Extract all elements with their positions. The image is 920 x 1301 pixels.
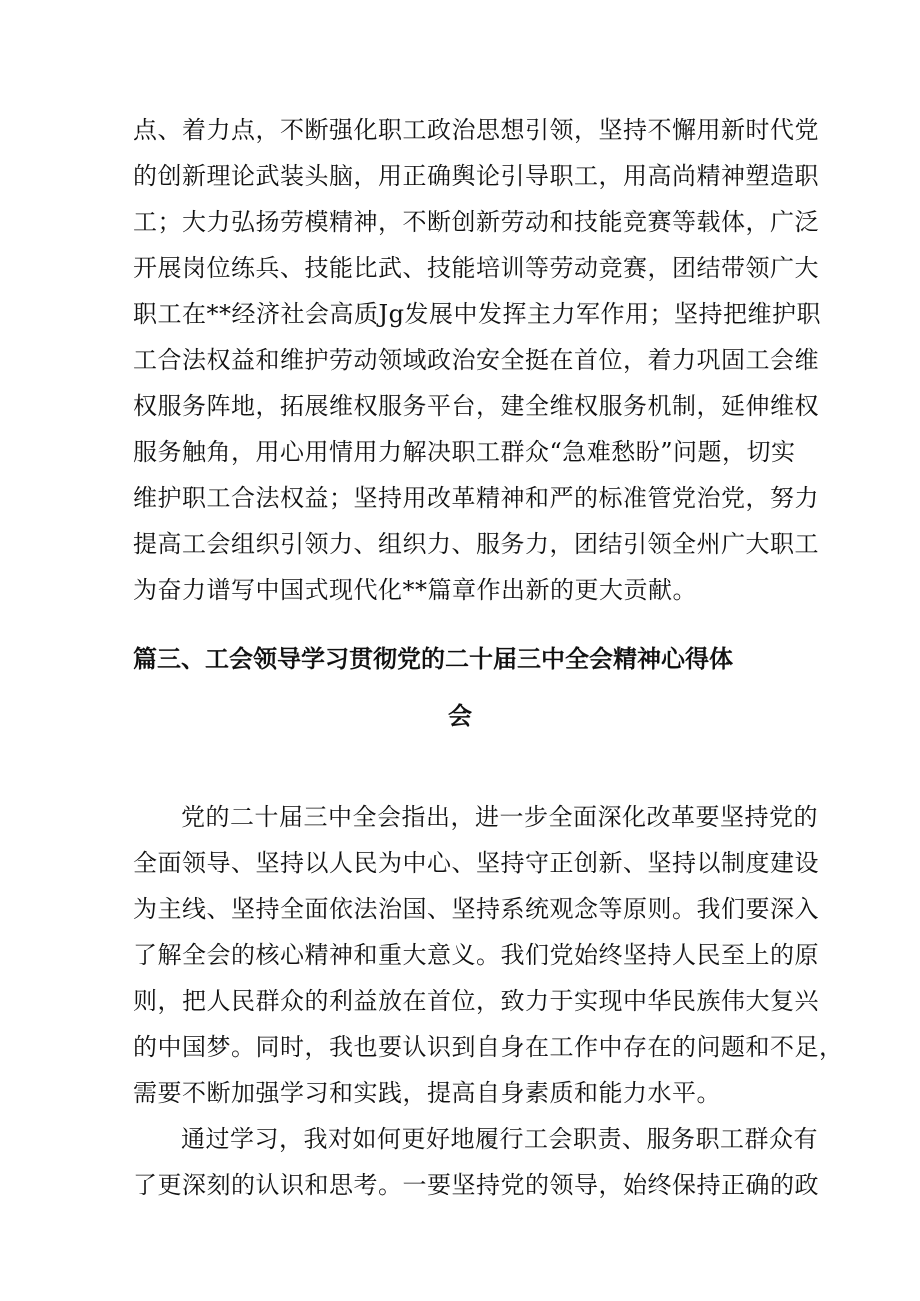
text-line: 需要不断加强学习和实践，提高自身素质和能力水平。: [133, 1079, 721, 1107]
text-line: 了更深刻的认识和思考。一要坚持党的领导，始终保持正确的政: [133, 1171, 819, 1199]
text-line: 服务触角，用心用情用力解决职工群众“急难愁盼”问题，切实: [133, 438, 796, 466]
text-line: 开展岗位练兵、技能比武、技能培训等劳动竞赛，团结带领广大: [133, 254, 819, 282]
text-line: 工合法权益和维护劳动领域政治安全挺在首位，着力巩固工会维: [133, 346, 819, 374]
text-line: 通过学习，我对如何更好地履行工会职责、服务职工群众有: [181, 1125, 818, 1153]
text-line: 工；大力弘扬劳模精神，不断创新劳动和技能竞赛等载体，广泛: [133, 208, 819, 236]
text-line: 的中国梦。同时，我也要认识到自身在工作中存在的问题和不足，: [133, 1033, 844, 1061]
section-heading-continuation: 会: [448, 702, 472, 730]
text-line: 为奋力谱写中国式现代化**篇章作出新的更大贡献。: [133, 576, 697, 604]
text-line: 权服务阵地，拓展维权服务平台，建全维权服务机制，延伸维权: [133, 392, 819, 420]
text-line: 为主线、坚持全面依法治国、坚持系统观念等原则。我们要深入: [133, 895, 819, 923]
text-line: 点、着力点，不断强化职工政治思想引领，坚持不懈用新时代党: [133, 116, 819, 144]
section-heading: 篇三、工会领导学习贯彻党的二十届三中全会精神心得体: [133, 645, 733, 673]
text-line: 了解全会的核心精神和重大意义。我们党始终坚持人民至上的原: [133, 941, 819, 969]
text-line: 全面领导、坚持以人民为中心、坚持守正创新、坚持以制度建设: [133, 849, 819, 877]
text-line: 维护职工合法权益；坚持用改革精神和严的标准管党治党，努力: [133, 484, 819, 512]
text-line: 党的二十届三中全会指出，进一步全面深化改革要坚持党的: [181, 803, 818, 831]
text-line: 的创新理论武装头脑，用正确舆论引导职工，用高尚精神塑造职: [133, 162, 819, 190]
text-line: 职工在**经济社会高质Jg发展中发挥主力军作用；坚持把维护职: [133, 300, 821, 328]
text-line: 则，把人民群众的利益放在首位，致力于实现中华民族伟大复兴: [133, 987, 819, 1015]
text-line: 提高工会组织引领力、组织力、服务力，团结引领全州广大职工: [133, 530, 819, 558]
